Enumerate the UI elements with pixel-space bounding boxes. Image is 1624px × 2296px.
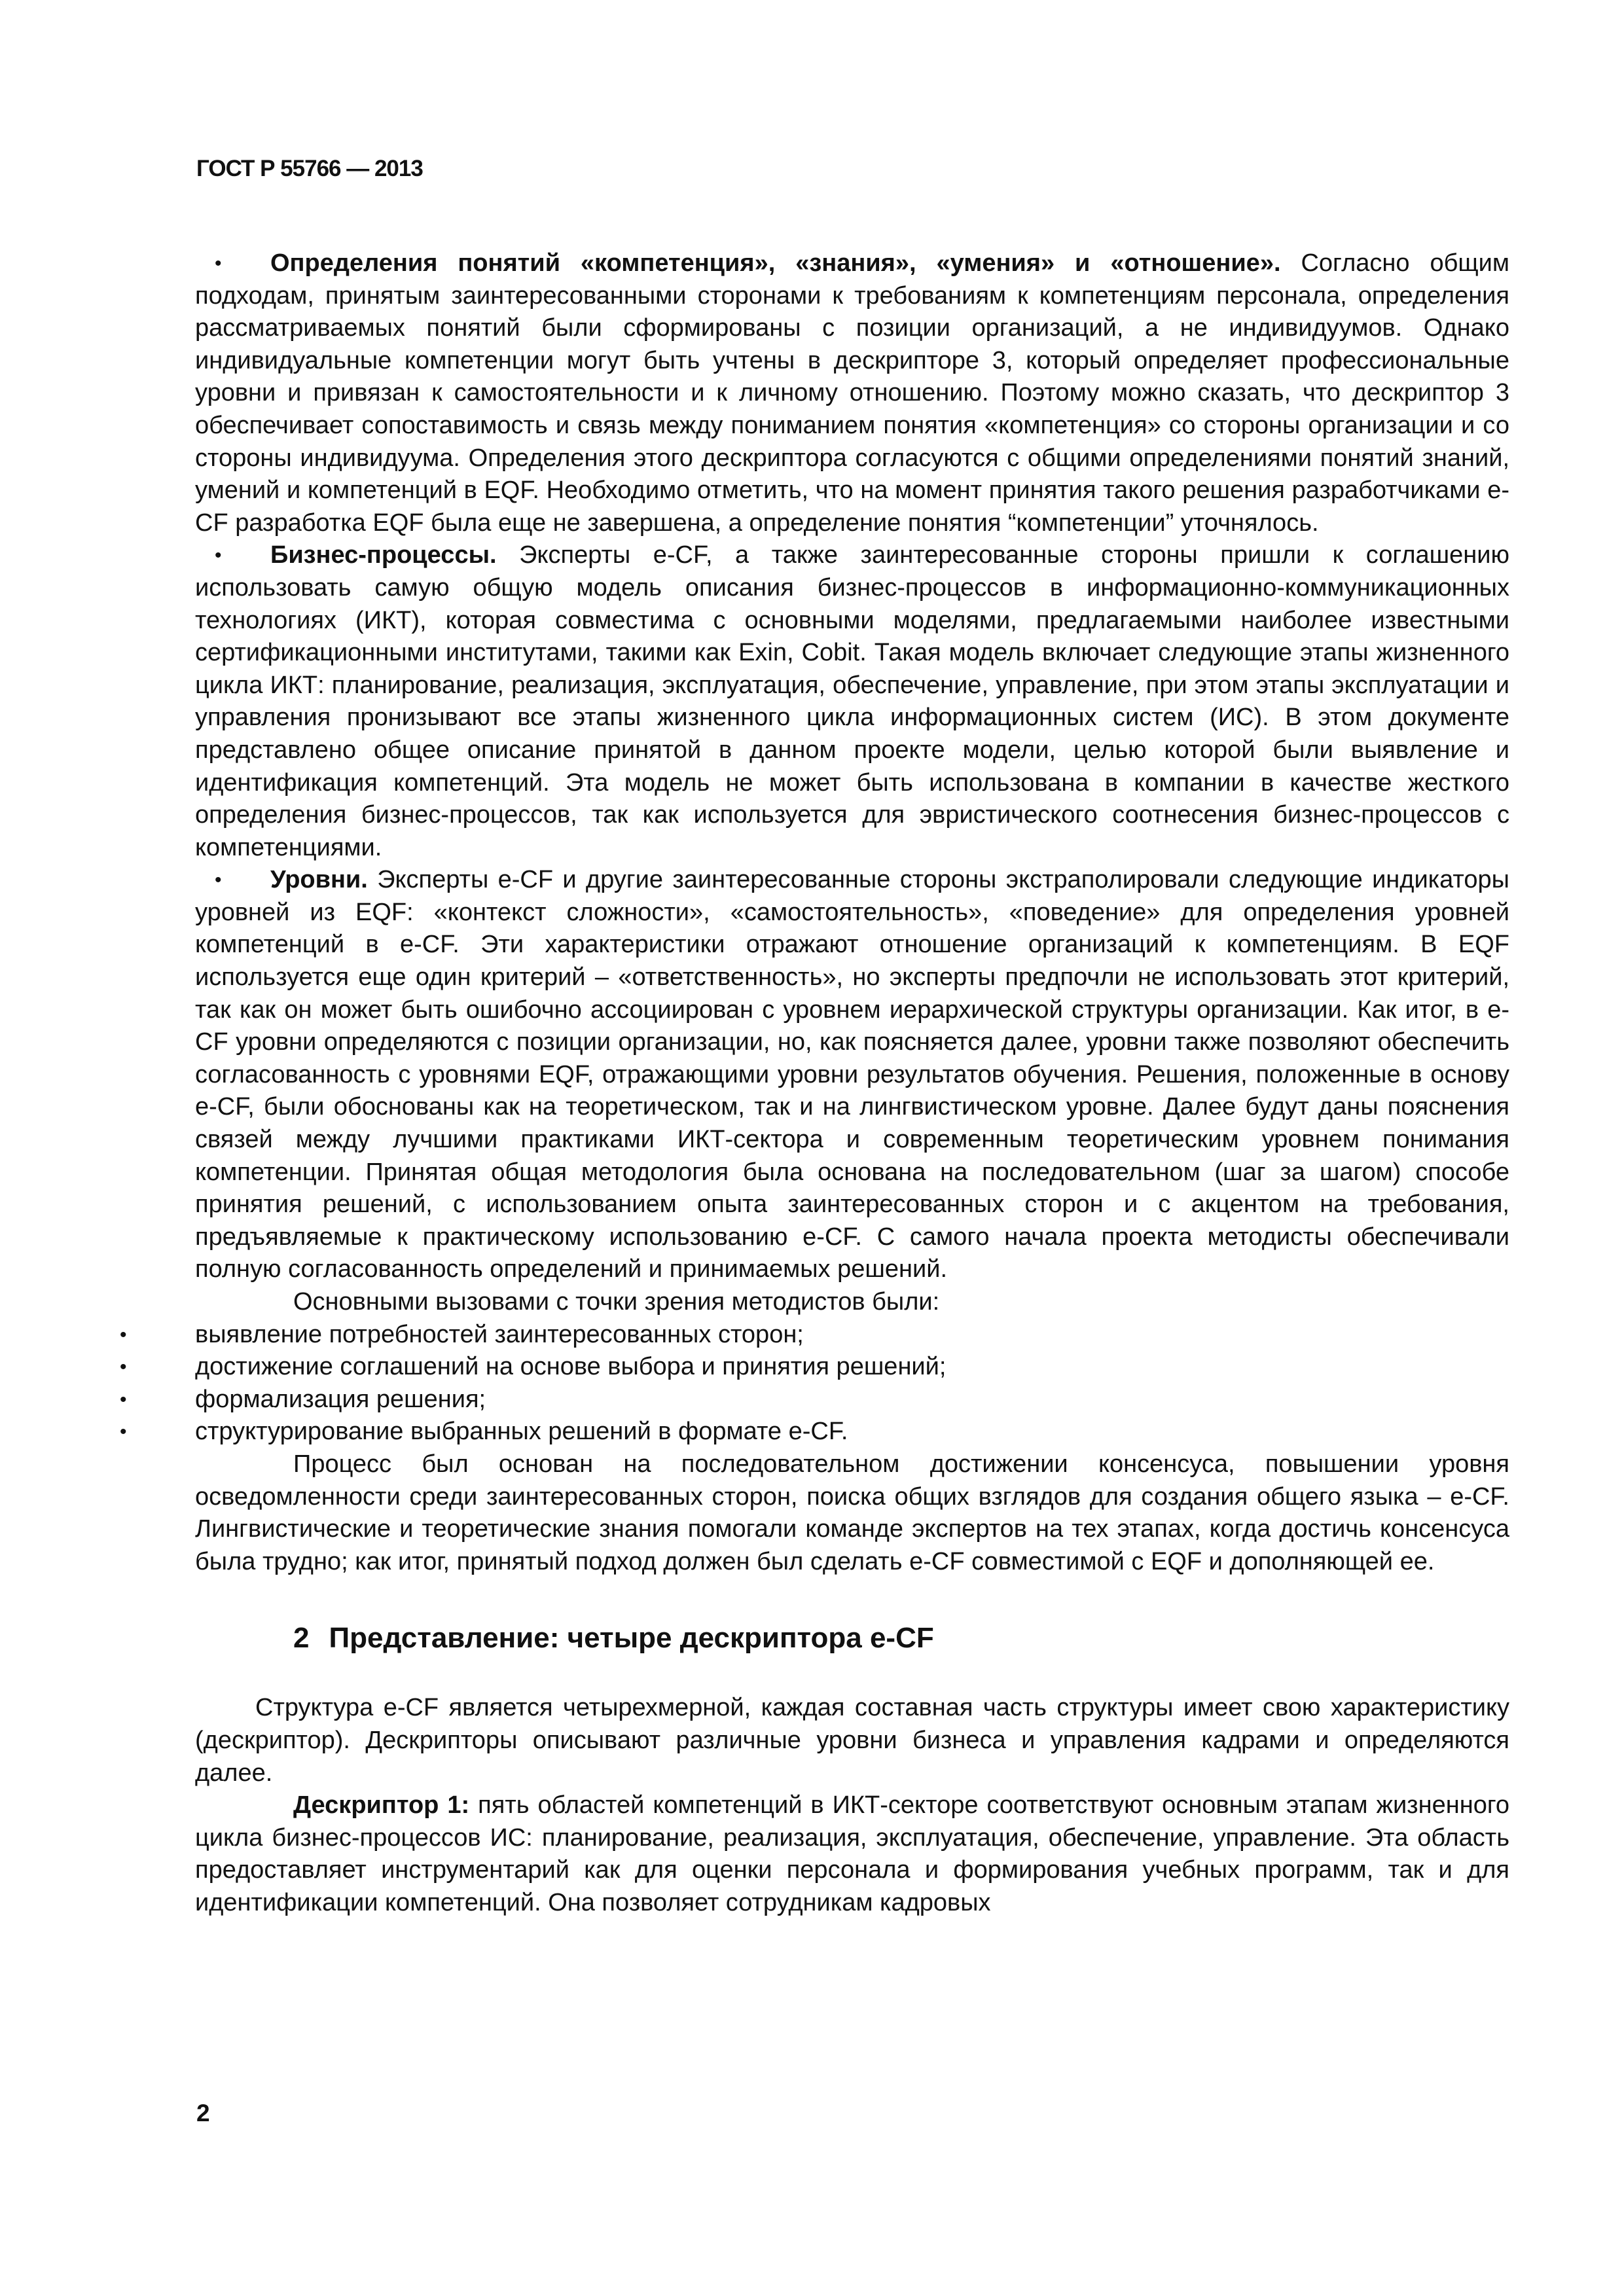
- challenge-item: [120, 1384, 1509, 1416]
- process-paragraph: Процесс был основан на последовательном достижении консенсуса, повышении уровня осведомленности среди заинтересованных сторон, поиска общих взглядов для создания общего языка – e-CF. Лингвистические и теоретические знания помогали команде экспертов на тех этапах, когда достичь консенсуса была трудно; как итог, принятый подход должен был сделать e-CF совместимой с EQF и дополняющей ее.: [195, 1450, 1509, 1575]
- challenges-lead: Основными вызовами с точки зрения методистов были:: [293, 1288, 940, 1316]
- section-heading: [293, 1619, 1509, 1658]
- document-body: [120, 247, 1509, 1920]
- bullet-title: Бизнес-процессы.: [270, 541, 497, 569]
- descriptor1-paragraph: [195, 1789, 1509, 1919]
- bullet-levels: [195, 864, 1509, 1286]
- document-header: ГОСТ Р 55766 — 2013: [196, 156, 423, 181]
- challenge-item: [120, 1416, 1509, 1448]
- bullet-icon: •: [120, 1421, 127, 1443]
- bullet-text: Согласно общим подходам, принятым заинтересованными сторонами к требованиям к компетенциям персонала, определения рассматриваемых понятий были сформированы с позиции организаций, а не индивидуумов. Однако индивидуальные компетенции могут быть учтены в дескрипторе 3, который определяет профессиональные уровни и привязан к самостоятельности и к личному отношению. Поэтому можно сказать, что дескриптор 3 обеспечивает сопоставимость и связь между пониманием понятия «компетенция» со стороны организации и со стороны индивидуума. Определения этого дескриптора согласуются с общими определениями понятий знаний, умений и компетенций в EQF. Необходимо отметить, что на момент принятия такого решения разработчиками e-CF разработка EQF была еще не завершена, а определение понятия “компетенции” уточнялось.: [195, 249, 1509, 537]
- challenge-item: [120, 1319, 1509, 1352]
- descriptor1-label: Дескриптор 1:: [293, 1791, 470, 1820]
- bullet-icon: •: [120, 1356, 127, 1378]
- challenge-text: достижение соглашений на основе выбора и принятия решений;: [195, 1353, 947, 1381]
- bullet-icon: •: [120, 1388, 127, 1410]
- bullet-icon: •: [215, 545, 222, 567]
- section-number: 2: [293, 1622, 310, 1655]
- section-title: Представление: четыре дескриптора e-CF: [329, 1622, 934, 1655]
- bullet-icon: •: [120, 1323, 127, 1346]
- bullet-text: Эксперты e-CF, а также заинтересованные стороны пришли к соглашению использовать самую общую модель описания бизнес-процессов в информационно-коммуникационных технологиях (ИКТ), которая совместима с основными моделями, предлагаемыми наиболее известными сертификационными институтами, такими как Exin, Cobit. Такая модель включает следующие этапы жизненного цикла ИКТ: планирование, реализация, эксплуатация, обеспечение, управление, при этом этапы эксплуатации и управления пронизывают все этапы жизненного цикла информационных систем (ИС). В этом документе представлено общее описание принятой в данном проекте модели, целью которой были выявление и идентификация компетенций. Эта модель не может быть использована в компании в качестве жесткого определения бизнес-процессов, так как используется для эвристического соотнесения бизнес-процессов с компетенциями.: [195, 541, 1509, 861]
- challenge-text: выявление потребностей заинтересованных сторон;: [195, 1320, 804, 1348]
- bullet-icon: •: [215, 869, 222, 891]
- bullet-icon: •: [215, 253, 222, 274]
- page-number: 2: [196, 2100, 210, 2126]
- bullet-title: Уровни.: [270, 866, 368, 894]
- challenge-text: структурирование выбранных решений в формате e-CF.: [195, 1418, 848, 1446]
- bullet-business-processes: [195, 539, 1509, 864]
- bullet-text: Эксперты e-CF и другие заинтересованные стороны экстраполировали следующие индикаторы уровней из EQF: «контекст сложности», «самостоятельность», «поведение» для определения уровней компетенций в e-CF. Эти характеристики отражают отношение организаций к компетенциям. В EQF используется еще один критерий – «ответственность», но эксперты предпочли не использовать этот критерий, так как он может быть ошибочно ассоциирован с уровнем иерархической структуры организации. Как итог, в e-CF уровни определяются с позиции организации, но, как поясняется далее, уровни также позволяют обеспечить согласованность с уровнями EQF, отражающими уровни результатов обучения. Решения, положенные в основу e-CF, были обоснованы как на теоретическом, так и на лингвистическом уровне. Далее будут даны пояснения связей между лучшими практиками ИКТ-сектора и современным теоретическим уровнем понимания компетенции. Принятая общая методология была основана на последовательном (шаг за шагом) способе принятия решений, с использованием опыта заинтересованных сторон и с акцентом на требования, предъявляемые к практическому использованию e-CF. С самого начала проекта методисты обеспечивали полную согласованность определений и принимаемых решений.: [195, 866, 1509, 1283]
- bullet-definitions: [195, 247, 1509, 539]
- challenge-text: формализация решения;: [195, 1385, 486, 1413]
- challenge-item: [120, 1351, 1509, 1384]
- section-paragraph: Структура e-CF является четырехмерной, каждая составная часть структуры имеет свою характеристику (дескриптор). Дескрипторы описывают различные уровни бизнеса и управления кадрами и определяются далее.: [195, 1694, 1509, 1787]
- descriptor1-text: пять областей компетенций в ИКТ-секторе соответствуют основным этапам жизненного цикла бизнес-процессов ИС: планирование, реализация, эксплуатация, обеспечение, управление. Эта область предоставляет инструментарий как для оценки персонала и формирования учебных программ, так и для идентификации компетенций. Она позволяет сотрудникам кадровых: [195, 1791, 1509, 1916]
- bullet-title: Определения понятий «компетенция», «знания», «умения» и «отношение».: [270, 249, 1281, 277]
